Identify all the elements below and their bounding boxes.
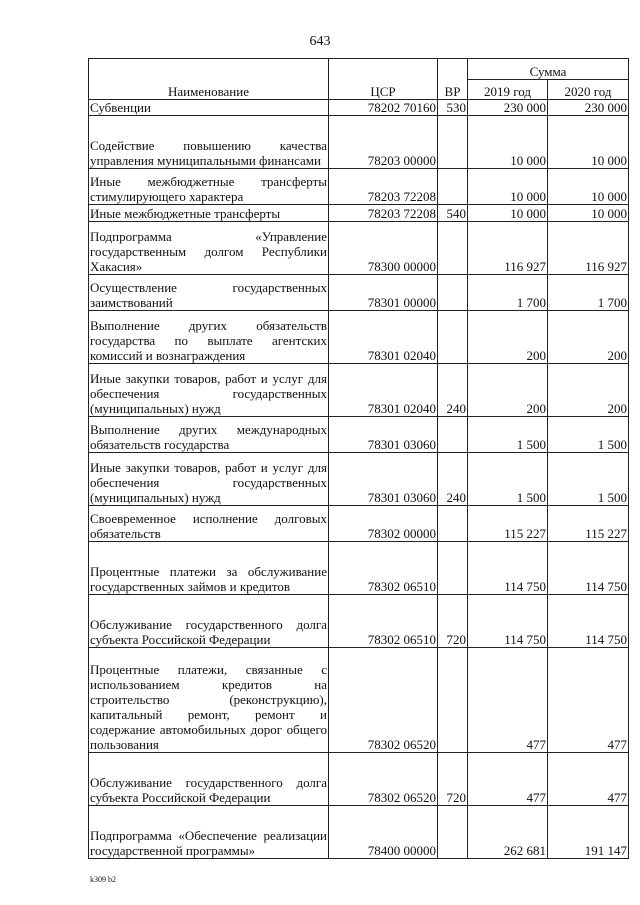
table-body <box>89 100 629 859</box>
row-name: Обслуживание государственного долга субъекта Российской Федерации <box>89 595 329 648</box>
row-vr <box>438 275 468 311</box>
row-2019: 200 <box>468 311 548 364</box>
row-csr: 78301 02040 <box>329 311 438 364</box>
row-name: Своевременное исполнение долговых обязательств <box>89 506 329 542</box>
row-name: Подпрограмма «Обеспечение реализации государственной программы» <box>89 806 329 859</box>
row-vr <box>438 806 468 859</box>
row-2019: 477 <box>468 648 548 753</box>
row-csr: 78302 06520 <box>329 753 438 806</box>
header-csr: ЦСР <box>329 59 438 100</box>
row-name: Подпрограмма «Управление государственным долгом Республики Хакасия» <box>89 222 329 275</box>
row-csr: 78301 02040 <box>329 364 438 417</box>
row-name: Иные межбюджетные трансферты <box>89 205 329 222</box>
row-2020: 116 927 <box>548 222 629 275</box>
row-name: Содействие повышению качества управления муниципальными финансами <box>89 116 329 169</box>
budget-table <box>88 58 629 859</box>
row-csr: 78203 00000 <box>329 116 438 169</box>
table-row <box>89 116 629 169</box>
row-2020: 477 <box>548 753 629 806</box>
row-vr <box>438 506 468 542</box>
row-2019: 200 <box>468 364 548 417</box>
row-2019: 115 227 <box>468 506 548 542</box>
table-row <box>89 506 629 542</box>
row-name: Иные закупки товаров, работ и услуг для обеспечения государственных (муниципальных) нужд <box>89 364 329 417</box>
row-2019: 1 700 <box>468 275 548 311</box>
row-2019: 114 750 <box>468 542 548 595</box>
row-2020: 10 000 <box>548 116 629 169</box>
header-year-2019: 2019 год <box>468 79 548 100</box>
table-row <box>89 753 629 806</box>
row-2020: 1 500 <box>548 417 629 453</box>
row-csr: 78302 00000 <box>329 506 438 542</box>
row-2020: 10 000 <box>548 169 629 205</box>
row-vr <box>438 222 468 275</box>
row-vr <box>438 417 468 453</box>
row-csr: 78202 70160 <box>329 100 438 116</box>
row-vr <box>438 648 468 753</box>
table-row <box>89 542 629 595</box>
table-row <box>89 205 629 222</box>
row-2020: 10 000 <box>548 205 629 222</box>
row-2020: 477 <box>548 648 629 753</box>
row-csr: 78302 06520 <box>329 648 438 753</box>
row-2019: 10 000 <box>468 116 548 169</box>
row-name: Выполнение других обязательств государства по выплате агентских комиссий и вознаграждения <box>89 311 329 364</box>
row-name: Выполнение других международных обязательств государства <box>89 417 329 453</box>
row-vr: 720 <box>438 595 468 648</box>
row-name: Субвенции <box>89 100 329 116</box>
header-vr: ВР <box>438 59 468 100</box>
row-vr: 530 <box>438 100 468 116</box>
row-vr <box>438 116 468 169</box>
row-2020: 230 000 <box>548 100 629 116</box>
row-csr: 78301 00000 <box>329 275 438 311</box>
row-csr: 78301 03060 <box>329 453 438 506</box>
row-2019: 114 750 <box>468 595 548 648</box>
footer-code: k309 b2 <box>90 875 116 884</box>
row-2020: 115 227 <box>548 506 629 542</box>
row-2020: 1 500 <box>548 453 629 506</box>
row-name: Процентные платежи, связанные с использованием кредитов на строительство (реконструкцию), капитальный ремонт, ремонт и содержание автомобильных дорог общего пользования <box>89 648 329 753</box>
row-2020: 191 147 <box>548 806 629 859</box>
row-csr: 78302 06510 <box>329 542 438 595</box>
row-vr <box>438 542 468 595</box>
row-vr: 240 <box>438 364 468 417</box>
table-row <box>89 100 629 116</box>
row-csr: 78301 03060 <box>329 417 438 453</box>
table-row <box>89 648 629 753</box>
row-csr: 78203 72208 <box>329 169 438 205</box>
row-2019: 262 681 <box>468 806 548 859</box>
header-name: Наименование <box>89 59 329 100</box>
row-2020: 1 700 <box>548 275 629 311</box>
page-number: 643 <box>309 34 331 49</box>
row-name: Процентные платежи за обслуживание государственных займов и кредитов <box>89 542 329 595</box>
table-row <box>89 595 629 648</box>
row-csr: 78400 00000 <box>329 806 438 859</box>
row-2020: 114 750 <box>548 542 629 595</box>
row-2019: 10 000 <box>468 205 548 222</box>
row-vr <box>438 169 468 205</box>
table-row <box>89 275 629 311</box>
row-name: Осуществление государственных заимствований <box>89 275 329 311</box>
row-2019: 230 000 <box>468 100 548 116</box>
table-row <box>89 417 629 453</box>
header-year-2020: 2020 год <box>548 79 629 100</box>
row-2020: 200 <box>548 311 629 364</box>
table-row <box>89 806 629 859</box>
row-vr: 240 <box>438 453 468 506</box>
row-name: Иные межбюджетные трансферты стимулирующего характера <box>89 169 329 205</box>
table-row <box>89 222 629 275</box>
row-2019: 116 927 <box>468 222 548 275</box>
row-csr: 78203 72208 <box>329 205 438 222</box>
row-2019: 1 500 <box>468 417 548 453</box>
row-vr: 720 <box>438 753 468 806</box>
table-row <box>89 453 629 506</box>
row-2020: 114 750 <box>548 595 629 648</box>
row-name: Иные закупки товаров, работ и услуг для обеспечения государственных (муниципальных) нужд <box>89 453 329 506</box>
table-header <box>89 59 629 100</box>
row-vr <box>438 311 468 364</box>
row-vr: 540 <box>438 205 468 222</box>
table-row <box>89 311 629 364</box>
row-2019: 477 <box>468 753 548 806</box>
row-name: Обслуживание государственного долга субъекта Российской Федерации <box>89 753 329 806</box>
row-2019: 10 000 <box>468 169 548 205</box>
row-2019: 1 500 <box>468 453 548 506</box>
table-row <box>89 364 629 417</box>
row-2020: 200 <box>548 364 629 417</box>
header-sum: Сумма <box>468 59 629 80</box>
row-csr: 78302 06510 <box>329 595 438 648</box>
row-csr: 78300 00000 <box>329 222 438 275</box>
table-row <box>89 169 629 205</box>
